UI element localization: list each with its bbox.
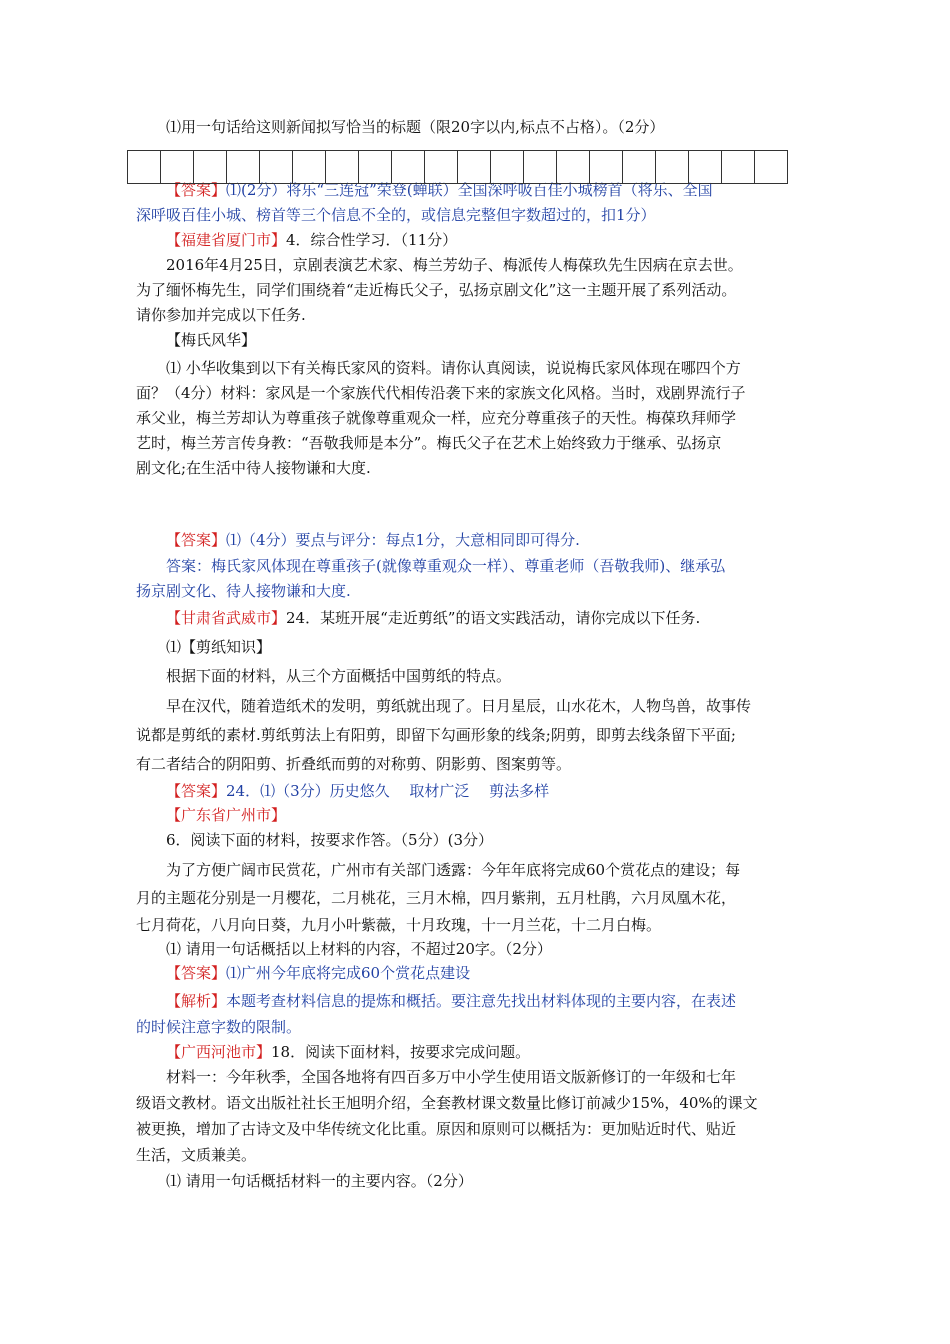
region-label: 【广东省广州市】 (166, 806, 287, 824)
grid-cell[interactable] (193, 150, 227, 184)
text-line (136, 204, 826, 226)
text-line (136, 279, 826, 301)
grid-cell[interactable] (622, 150, 656, 184)
grid-cell[interactable] (292, 150, 326, 184)
text-line (136, 887, 826, 909)
line-text: 材料一：今年秋季，全国各地将有四百多万中小学生使用语文版新修订的一年级和七年 (166, 1068, 737, 1086)
line-text: 为了缅怀梅先生，同学们围绕着“走近梅氏父子，弘扬京剧文化”这一主题开展了系列活动。 (136, 281, 737, 299)
line-text: 说都是剪纸的素材.剪纸剪法上有阳剪，即留下勾画形象的线条;阴剪，即剪去线条留下平面; (136, 726, 736, 744)
line-text: 2016年4月25日，京剧表演艺术家、梅兰芳幼子、梅派传人梅葆玖先生因病在京去世。 (166, 256, 743, 274)
grid-cell[interactable] (721, 150, 755, 184)
line-text: 剧文化;在生活中待人接物谦和大度. (136, 459, 371, 477)
line-text: 4．综合性学习．（11分） (286, 231, 458, 249)
line-text: 18．阅读下面材料，按要求完成问题。 (271, 1043, 531, 1061)
text-line (136, 1118, 826, 1140)
text-line (166, 116, 826, 138)
line-text: 请你参加并完成以下任务. (136, 306, 306, 324)
text-line (136, 407, 826, 429)
line-text: ⑴ 请用一句话概括材料一的主要内容。（2分） (166, 1172, 473, 1190)
text-line (166, 529, 826, 551)
line-text: 有二者结合的阴阳剪、折叠纸而剪的对称剪、阴影剪、图案剪等。 (136, 755, 572, 773)
line-text: 的时候注意字数的限制。 (136, 1018, 302, 1036)
text-line (166, 938, 826, 960)
text-line (136, 1016, 826, 1038)
line-text: 深呼吸百佳小城、榜首等三个信息不全的，或信息完整但字数超过的，扣1分） (136, 206, 656, 224)
text-line (166, 229, 826, 251)
text-line (166, 859, 826, 881)
grid-cell[interactable] (160, 150, 194, 184)
text-line (166, 804, 826, 826)
text-line (166, 1041, 826, 1063)
line-text: 6．阅读下面的材料，按要求作答。（5分）(3分） (166, 831, 493, 849)
text-line (136, 914, 826, 936)
region-label: 【福建省厦门市】 (166, 231, 287, 249)
line-text: 面？（4分）材料：家风是一个家族代代相传沿袭下来的家族文化风格。当时，戏剧界流行子 (136, 384, 746, 402)
grid-cell[interactable] (688, 150, 722, 184)
grid-cell[interactable] (754, 150, 788, 184)
line-text: ⑴ 小华收集到以下有关梅氏家风的资料。请你认真阅读，说说梅氏家风体现在哪四个方 (166, 359, 741, 377)
grid-cell[interactable] (127, 150, 161, 184)
grid-cell[interactable] (589, 150, 623, 184)
grid-cell[interactable] (358, 150, 392, 184)
grid-cell[interactable] (655, 150, 689, 184)
text-line (136, 753, 826, 775)
text-line (136, 432, 826, 454)
line-text: 承父业，梅兰芳却认为尊重孩子就像尊重观众一样，应充分尊重孩子的天性。梅葆玖拜师学 (136, 409, 737, 427)
text-line (166, 555, 826, 577)
line-text: 艺时，梅兰芳言传身教：“吾敬我师是本分”。梅氏父子在艺术上始终致力于继承、弘扬京 (136, 434, 722, 452)
line-text: 级语文教材。语文出版社社长王旭明介绍，全套教材课文数量比修订前减少15%，40%的课文 (136, 1094, 758, 1112)
text-line (136, 724, 826, 746)
text-line (166, 695, 826, 717)
text-line (166, 607, 826, 629)
text-line (136, 1144, 826, 1166)
line-text: ⑴（4分）要点与评分：每点1分，大意相同即可得分. (226, 531, 580, 549)
text-line (166, 990, 826, 1012)
text-line (136, 457, 826, 479)
line-text: 根据下面的材料，从三个方面概括中国剪纸的特点。 (166, 667, 512, 685)
answer-label: 【答案】 (166, 181, 227, 199)
line-text: 本题考查材料信息的提炼和概括。要注意先找出材料体现的主要内容，在表述 (226, 992, 737, 1010)
text-line (166, 1170, 826, 1192)
answer-label: 【答案】 (166, 531, 227, 549)
grid-cell[interactable] (391, 150, 425, 184)
text-line (166, 329, 826, 351)
text-line (166, 1066, 826, 1088)
region-label: 【广西河池市】 (166, 1043, 272, 1061)
line-text: 24．⑴（3分）历史悠久 取材广泛 剪法多样 (226, 782, 550, 800)
text-line (166, 665, 826, 687)
text-line (166, 829, 826, 851)
answer-label: 【答案】 (166, 782, 227, 800)
answer-label: 【解析】 (166, 992, 227, 1010)
line-text: 24．某班开展“走近剪纸”的语文实践活动，请你完成以下任务. (286, 609, 701, 627)
region-label: 【甘肃省武威市】 (166, 609, 287, 627)
line-text: 被更换，增加了古诗文及中华传统文化比重。原因和原则可以概括为：更加贴近时代、贴近 (136, 1120, 737, 1138)
text-line (166, 357, 826, 379)
answer-grid[interactable] (127, 150, 788, 184)
line-text: 七月荷花，八月向日葵，九月小叶紫薇，十月玫瑰，十一月兰花，十二月白梅。 (136, 916, 662, 934)
line-text: ⑴广州今年底将完成60个赏花点建设 (226, 964, 471, 982)
line-text: 月的主题花分别是一月樱花，二月桃花，三月木棉，四月紫荆，五月杜鹃，六月凤凰木花， (136, 889, 737, 907)
grid-cell[interactable] (457, 150, 491, 184)
line-text: 早在汉代，随着造纸术的发明，剪纸就出现了。日月星辰，山水花木，人物鸟兽，故事传 (166, 697, 752, 715)
grid-cell[interactable] (325, 150, 359, 184)
grid-cell[interactable] (424, 150, 458, 184)
text-line (166, 780, 826, 802)
grid-cell[interactable] (523, 150, 557, 184)
line-text: ⑴用一句话给这则新闻拟写恰当的标题（限20字以内,标点不占格）。（2分） (166, 118, 665, 136)
line-text: 生活，文质兼美。 (136, 1146, 257, 1164)
line-text: ⑴(2分）将乐“三连冠”荣登(蝉联）全国深呼吸百佳小城榜首（将乐、全国 (226, 181, 713, 199)
line-text: 扬京剧文化、待人接物谦和大度. (136, 582, 351, 600)
grid-cell[interactable] (490, 150, 524, 184)
answer-label: 【答案】 (166, 964, 227, 982)
line-text: 答案：梅氏家风体现在尊重孩子(就像尊重观众一样）、尊重老师（吾敬我师)、继承弘 (166, 557, 726, 575)
line-text: 为了方便广阔市民赏花，广州市有关部门透露：今年年底将完成60个赏花点的建设；每 (166, 861, 741, 879)
grid-cell[interactable] (556, 150, 590, 184)
text-line (166, 636, 826, 658)
text-line (136, 580, 826, 602)
text-line (136, 1092, 826, 1114)
text-line (136, 382, 826, 404)
text-line (166, 962, 826, 984)
line-text: ⑴ 请用一句话概括以上材料的内容，不超过20字。（2分） (166, 940, 552, 958)
text-line (136, 304, 826, 326)
grid-cell[interactable] (226, 150, 260, 184)
text-line (166, 254, 826, 276)
grid-cell[interactable] (259, 150, 293, 184)
line-text: 【梅氏风华】 (166, 331, 257, 349)
line-text: ⑴【剪纸知识】 (166, 638, 272, 656)
